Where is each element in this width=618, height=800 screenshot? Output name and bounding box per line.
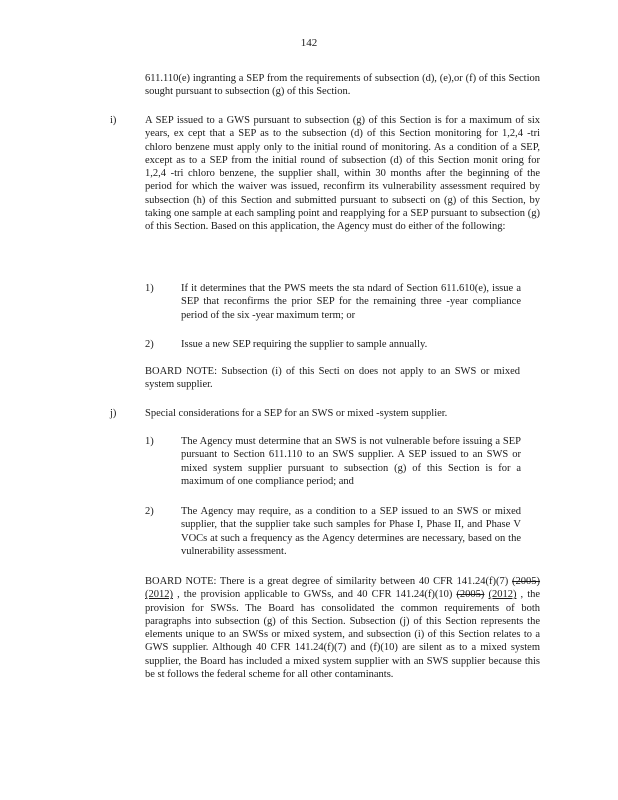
inserted-citation-year: (2012)	[145, 589, 173, 601]
inserted-citation-year: (2012)	[488, 589, 517, 601]
note-text-part3: , the provision for SWSs. The Board has consolidated the common requirements of both paragraphs into subsection (g) of this Section. Subsection (j) of this Section represents the elements unique to an SWSs or mixed system, and subsection (i) of this Section relates to a GWS supplier. Although 40 CFR 141.24(f)(7) and (f)(10) are silent as to a mixed system supplier, the Board has included a mixed system supplier with an SWS supplier because this be st follows the federal scheme for all other contaminants.	[145, 589, 541, 681]
item-j-sub1-label: 1)	[145, 436, 154, 447]
struck-citation-year: (2005)	[512, 576, 541, 587]
item-i-paragraph: A SEP issued to a GWS pursuant to subsection (g) of this Section is for a maximum of six years, ex cept that a SEP as to the subsection (d) of this Section monitoring for 1,2,4 -tri chloro benzene must apply only to the initial round of monitoring. As a condition of a SEP, except as to a SEP from the initial round of subsection (d) of this Section monit oring for 1,2,4 -tri chloro benzene, the supplier shall, within 30 months after the beginning of the period for which the waiver was issued, reconfirm its vulnerability assessment required by subsection (h) of this Section and submitted pursuant to subsecti on (g) of this Section, by taking one sample at each sampling point and reapplying for a SEP pursuant to subsection (g) of this Section. Based on this application, the Agency must do either of the following:	[145, 115, 540, 233]
item-j-board-note	[145, 575, 540, 681]
struck-citation-year: (2005)	[456, 589, 485, 601]
item-i-board-note: BOARD NOTE: Subsection (i) of this Secti on does not apply to an SWS or mixed system supplier.	[145, 366, 520, 391]
item-j-label: j)	[110, 408, 117, 419]
item-i-sub2-paragraph: Issue a new SEP requiring the supplier to sample annually.	[181, 339, 428, 350]
item-i-sub1-paragraph: If it determines that the PWS meets the sta ndard of Section 611.610(e), issue a SEP that reconfirms the prior SEP for the remaining three -year compliance period of the six -year maximum term; or	[181, 283, 521, 321]
page-number: 142	[300, 37, 318, 49]
item-i-sub2-label: 2)	[145, 339, 154, 350]
item-j-heading: Special considerations for a SEP for an SWS or mixed -system supplier.	[145, 408, 448, 419]
item-i-sub1-label: 1)	[145, 283, 154, 294]
note-text-part1: BOARD NOTE: There is a great degree of similarity between 40 CFR 141.24(f)(7)	[145, 576, 509, 587]
item-i-label: i)	[110, 115, 117, 126]
item-j-sub2-paragraph: The Agency may require, as a condition to a SEP issued to an SWS or mixed supplier, that the supplier take such samples for Phase I, Phase II, and Phase V VOCs at such a frequency as the Agency determines are necessary, based on the vulnerability assessment.	[181, 506, 521, 557]
item-j-sub1-paragraph: The Agency must determine that an SWS is not vulnerable before issuing a SEP pursuant to Section 611.110 to an SWS supplier. A SEP issued to an SWS or mixed system supplier pursuant to subsection (g) of this Section is for a maximum of one compliance period; and	[181, 436, 521, 487]
item-j-sub2-label: 2)	[145, 506, 154, 517]
intro-paragraph: 611.110(e) ingranting a SEP from the requirements of subsection (d), (e),or (f) of this Section sought pursuant to subsection (g) of this Section.	[145, 73, 540, 98]
note-text-part2: , the provision applicable to GWSs, and 40 CFR 141.24(f)(10)	[177, 589, 453, 601]
